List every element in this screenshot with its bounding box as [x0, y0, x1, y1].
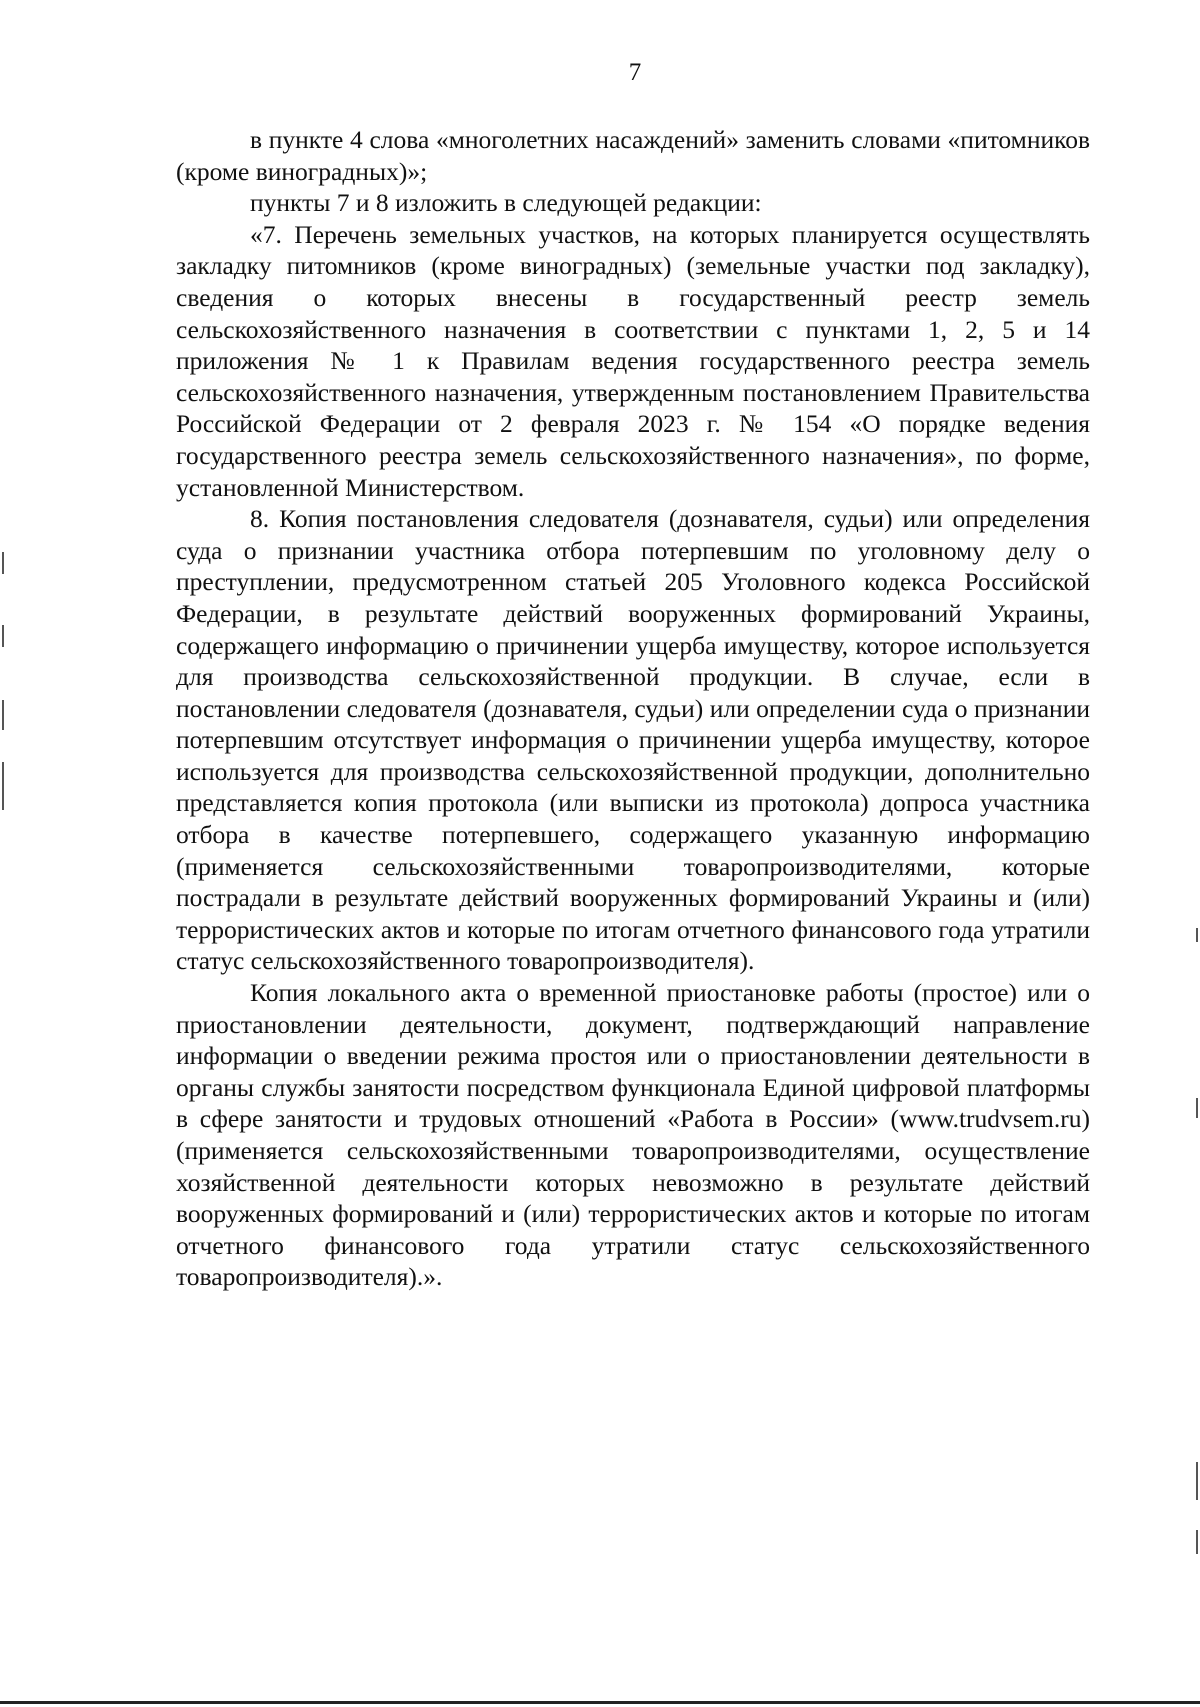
document-body [176, 124, 1090, 1293]
scan-mark [2, 625, 4, 647]
paragraph-local-act: Копия локального акта о временной приостановке работы (простое) или о приостановлении деятельности, документ, подтверждающий направление информации о введении режима простоя или о приостановлении деятельности в органы службы занятости посредством функционала Единой цифровой платформы в сфере занятости и трудовых отношений «Работа в России» (www.trudvsem.ru) (применяется сельскохозяйственными товаропроизводителями, осуществление хозяйственной деятельности которых невозможно в результате действий вооруженных формирований и (или) террористических актов и которые по итогам отчетного финансового года утратили статус сельскохозяйственного товаропроизводителя).». [176, 978, 1090, 1292]
bottom-scan-edge [0, 1701, 1200, 1704]
scan-mark [2, 552, 4, 574]
paragraph-item-8: 8. Копия постановления следователя (дознавателя, судьи) или определения суда о признании участника отбора потерпевшим по уголовному делу о преступлении, предусмотренном статьей 205 Уголовного кодекса Российской Федерации, в результате действий вооруженных формирований Украины, содержащего информацию о причинении ущерба имуществу, которое используется для производства сельскохозяйственной продукции. В случае, если в постановлении следователя (дознавателя, судьи) или определении суда о признании потерпевшим отсутствует информация о причинении ущерба имуществу, которое используется для производства сельскохозяйственной продукции, дополнительно представляется копия протокола (или выписки из протокола) допроса участника отбора в качестве потерпевшего, содержащего указанную информацию (применяется сельскохозяйственными товаропроизводителями, которые пострадали в результате действий вооруженных формирований Украины и (или) террористических актов и которые по итогам отчетного финансового года утратили статус сельскохозяйственного товаропроизводителя). [176, 504, 1090, 976]
scan-mark [1196, 1530, 1198, 1554]
scan-mark [1196, 1098, 1198, 1118]
paragraph-item-7: «7. Перечень земельных участков, на которых планируется осуществлять закладку питомников (кроме виноградных) (земельные участки под закладку), сведения о которых внесены в государственный реестр земель сельскохозяйственного назначения в соответствии с пунктами 1, 2, 5 и 14 приложения № 1 к Правилам ведения государственного реестра земель сельскохозяйственного назначения, утвержденным постановлением Правительства Российской Федерации от 2 февраля 2023 г. № 154 «О порядке ведения государственного реестра земель сельскохозяйственного назначения», по форме, установленной Министерством. [176, 219, 1090, 502]
scan-mark [2, 762, 4, 810]
scan-mark [1196, 928, 1198, 942]
scan-mark [1196, 1462, 1198, 1500]
page-number: 7 [628, 59, 642, 86]
paragraph-item-4-amendment: в пункте 4 слова «многолетних насаждений» заменить словами «питомников (кроме виноградных)»; [176, 125, 1090, 186]
scan-mark [2, 700, 4, 730]
paragraph-items-7-8-intro: пункты 7 и 8 изложить в следующей редакции: [250, 188, 762, 218]
